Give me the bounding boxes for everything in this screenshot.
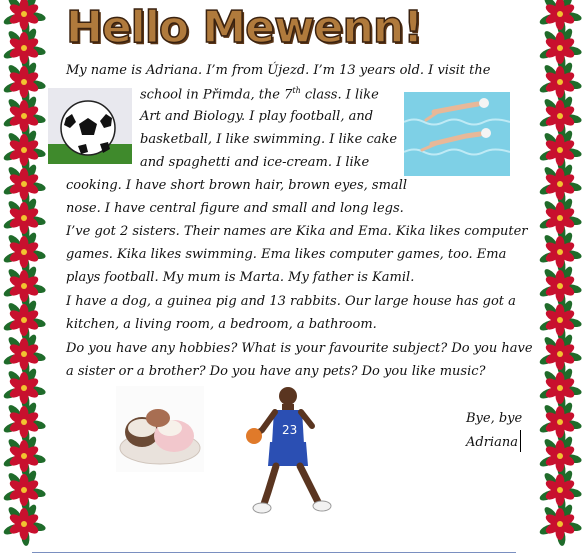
signoff-name: Adriana [466, 435, 518, 450]
text-line: basketball, I like swimming. I like cake [140, 132, 398, 147]
poinsettia-flower [2, 503, 46, 546]
poinsettia-flower [2, 435, 46, 478]
poinsettia-flower [538, 265, 582, 308]
page-title: Hello Mewenn! [66, 2, 423, 53]
text-line: and spaghetti and ice-cream. I like [140, 155, 370, 170]
text-line: nose. I have central figure and small and long legs. [66, 201, 404, 216]
poinsettia-flower [538, 163, 582, 206]
text-cursor [520, 430, 521, 452]
poinsettia-flower [2, 197, 46, 240]
footer-rule [32, 552, 516, 553]
poinsettia-border-left [0, 0, 46, 558]
basketball-player-image [242, 382, 332, 518]
poinsettia-flower [2, 265, 46, 308]
text-line: games. Kika likes swimming. Ema likes computer games, too. Ema [66, 247, 507, 262]
soccer-ball-image [48, 88, 132, 164]
poinsettia-flower [2, 469, 46, 512]
poinsettia-flower [538, 401, 582, 444]
text-line: cooking. I have short brown hair, brown eyes, small [66, 178, 407, 193]
poinsettia-flower [2, 163, 46, 206]
poinsettia-flower [538, 197, 582, 240]
text-line: I have a dog, a guinea pig and 13 rabbits. Our large house has got a [66, 294, 516, 309]
poinsettia-flower [538, 129, 582, 172]
poinsettia-flower [538, 27, 582, 70]
swimmers-image [404, 92, 510, 176]
poinsettia-flower [2, 333, 46, 376]
poinsettia-flower [538, 299, 582, 342]
poinsettia-flower [538, 333, 582, 376]
text-line: plays football. My mum is Marta. My father is Kamil. [66, 270, 415, 285]
poinsettia-flower [538, 0, 582, 36]
poinsettia-flower [2, 401, 46, 444]
text-line: kitchen, a living room, a bedroom, a bathroom. [66, 317, 377, 332]
poinsettia-flower [2, 61, 46, 104]
poinsettia-flower [538, 435, 582, 478]
poinsettia-flower [2, 367, 46, 410]
text-line: I’ve got 2 sisters. Their names are Kika and Ema. Kika likes computer [66, 224, 528, 239]
poinsettia-flower [538, 231, 582, 274]
text-line: Art and Biology. I play football, and [140, 109, 374, 124]
poinsettia-flower [2, 27, 46, 70]
poinsettia-flower [2, 95, 46, 138]
poinsettia-flower [538, 367, 582, 410]
poinsettia-flower [2, 231, 46, 274]
text-line: school in Přimda, the 7th class. I like [140, 86, 379, 103]
poinsettia-flower [2, 0, 46, 36]
ice-cream-image [116, 386, 204, 472]
poinsettia-flower [538, 61, 582, 104]
poinsettia-flower [2, 129, 46, 172]
text-line: My name is Adriana. I’m from Újezd. I’m 13 years old. I visit the [66, 63, 491, 78]
svg-text:23: 23 [282, 423, 298, 437]
poinsettia-flower [2, 299, 46, 342]
text-line: Do you have any hobbies? What is your favourite subject? Do you have [66, 341, 533, 356]
signoff-greeting: Bye, bye [466, 411, 523, 426]
poinsettia-flower [538, 469, 582, 512]
poinsettia-border-right [538, 0, 584, 558]
text-line: a sister or a brother? Do you have any pets? Do you like music? [66, 364, 486, 379]
poinsettia-flower [538, 503, 582, 546]
poinsettia-flower [538, 95, 582, 138]
